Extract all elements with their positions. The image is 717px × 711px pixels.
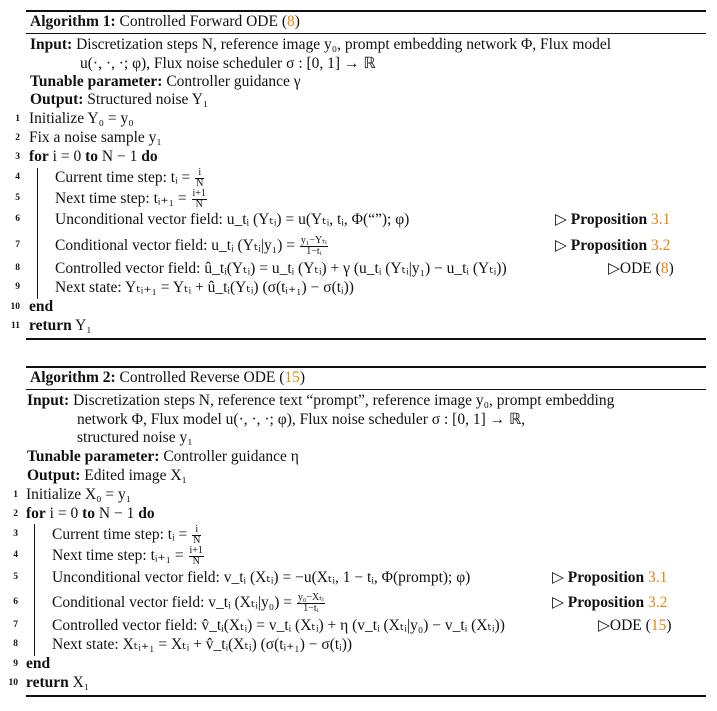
proposition-ref-link[interactable]: 3.1 <box>647 211 671 228</box>
keyword-end: end <box>26 655 51 672</box>
line-number: 10 <box>10 302 20 312</box>
comment: ▷ Proposition 3.2 <box>552 594 668 611</box>
proposition-ref-link[interactable]: 3.2 <box>647 237 671 254</box>
keyword-do: do <box>141 148 158 165</box>
equation-ref-link[interactable]: 8 <box>287 13 295 30</box>
keyword-to: to <box>82 505 96 522</box>
line-number: 2 <box>13 509 18 519</box>
output-line: Output: Structured noise Y₁ <box>30 91 209 108</box>
algo-line: 3 Current time step: tᵢ = $\frac{i}{N}$ <box>0 525 717 544</box>
input-line-2: u(·, ·, ·; φ), Flux noise scheduler σ : [0, 1] → ℝ <box>80 55 376 72</box>
algo-line: 9 Next state: Yₜᵢ₊₁ = Yₜᵢ + û_tᵢ(Yₜᵢ) (σ(tᵢ₊₁) − σ(tᵢ)) <box>0 278 717 297</box>
keyword-for: for <box>26 505 46 522</box>
keyword-for: for <box>29 148 49 165</box>
algo-line: 11 return Y₁ <box>0 317 717 336</box>
input-line: Input: Discretization steps N, reference text “prompt”, reference image y₀, prompt embedding <box>27 392 615 409</box>
algo-line: 5 Unconditional vector field: v_tᵢ (Xₜᵢ) = −u(Xₜᵢ, 1 − tᵢ, Φ(prompt); φ) ▷ Proposition 3.1 <box>0 568 717 587</box>
line-number: 4 <box>15 172 20 182</box>
line-number: 1 <box>15 114 20 124</box>
algo-line: 4 Next time step: tᵢ₊₁ = $\frac{i+1}{N}$ <box>0 546 717 565</box>
comment: ▷ODE (15) <box>598 617 672 634</box>
line-number: 2 <box>15 133 20 143</box>
line-number: 8 <box>13 639 18 649</box>
keyword-end: end <box>29 298 54 315</box>
proposition-ref-link[interactable]: 3.1 <box>644 569 668 586</box>
line-number: 7 <box>15 240 20 250</box>
algo-line: 5 Next time step: tᵢ₊₁ = $\frac{i+1}{N}$ <box>0 189 717 208</box>
title-rule <box>26 33 706 34</box>
input-line-3: structured noise y₁ <box>77 429 193 446</box>
proposition-ref-link[interactable]: 3.2 <box>644 594 668 611</box>
algo-line <box>0 298 717 317</box>
line-number: 6 <box>15 214 20 224</box>
algorithm-2-title: Algorithm 2: Controlled Reverse ODE (15) <box>30 369 306 386</box>
line-number: 9 <box>13 659 18 669</box>
algo-line: 3 for i = 0 to N − 1 do <box>0 148 717 167</box>
line-number: 3 <box>13 529 18 539</box>
algo-line: 8 Next state: Xₜᵢ₊₁ = Xₜᵢ + v̂_tᵢ(Xₜᵢ) (σ(tᵢ₊₁) − σ(tᵢ)) <box>0 635 717 654</box>
keyword-do: do <box>138 505 155 522</box>
line-number: 10 <box>8 678 18 688</box>
title-label: Algorithm 2: <box>30 369 116 386</box>
keyword-to: to <box>85 148 99 165</box>
comment: ▷ODE (8) <box>608 260 674 277</box>
algo-line: 2 for i = 0 to N − 1 do <box>0 505 717 524</box>
title-text: Controlled Forward ODE ( <box>119 13 288 30</box>
top-rule <box>26 366 706 368</box>
output-line: Output: Edited image X₁ <box>27 467 187 484</box>
comment: ▷ Proposition 3.1 <box>552 569 668 586</box>
line-number: 9 <box>15 282 20 292</box>
line-number: 7 <box>13 620 18 630</box>
tunable-line: Tunable parameter: Controller guidance η <box>27 448 299 465</box>
input-line-2: network Φ, Flux model u(·, ·, ·; φ), Flux noise scheduler σ : [0, 1] → ℝ, <box>77 411 526 428</box>
keyword-return: return <box>29 317 72 334</box>
equation-ref-link[interactable]: 8 <box>660 260 669 277</box>
line-number: 1 <box>13 490 18 500</box>
algo-line: 10 return X₁ <box>0 674 717 693</box>
line-number: 6 <box>13 597 18 607</box>
line-number: 8 <box>15 263 20 273</box>
comment: ▷ Proposition 3.1 <box>555 211 671 228</box>
bottom-rule <box>26 338 706 340</box>
algo-line: 6 Conditional vector field: v_tᵢ (Xₜᵢ|y₀) = $\frac{\text{y₀−Xₜᵢ}}{\text{1−tᵢ}}$ ▷ Proposition 3.2 <box>0 593 717 612</box>
input-line: Input: Discretization steps N, reference image y₀, prompt embedding network Φ, Flux model <box>30 36 612 53</box>
tunable-line: Tunable parameter: Controller guidance γ <box>30 73 301 90</box>
equation-ref-link[interactable]: 15 <box>650 617 667 634</box>
line-number: 5 <box>15 193 20 203</box>
title-text: Controlled Reverse ODE ( <box>119 369 285 386</box>
comment: ▷ Proposition 3.2 <box>555 237 671 254</box>
algo-line: 6 Unconditional vector field: u_tᵢ (Yₜᵢ) = u(Yₜᵢ, tᵢ, Φ(“”); φ) ▷ Proposition 3.1 <box>0 210 717 229</box>
algo-line: 1 Initialize X₀ = y₁ <box>0 486 717 505</box>
title-label: Algorithm 1: <box>30 13 116 30</box>
line-number: 5 <box>13 572 18 582</box>
algorithm-1-title: Algorithm 1: Controlled Forward ODE (8) <box>30 13 300 30</box>
title-rule <box>26 389 706 390</box>
line-number: 4 <box>13 550 18 560</box>
line-number: 11 <box>11 321 20 331</box>
bottom-rule <box>26 695 706 697</box>
algo-line: 7 Conditional vector field: u_tᵢ (Yₜᵢ|y₁) = $\frac{\text{y₁−Yₜᵢ}}{\text{1−tᵢ}}$ ▷ Proposition 3.2 <box>0 236 717 255</box>
line-number: 3 <box>15 152 20 162</box>
top-rule <box>26 10 706 12</box>
algo-line: 1 Initialize Y₀ = y₀ <box>0 110 717 129</box>
algo-line: 4 Current time step: tᵢ = $\frac{i}{N}$ <box>0 168 717 187</box>
keyword-return: return <box>26 674 69 691</box>
algo-line: 7 Controlled vector field: v̂_tᵢ(Xₜᵢ) = v_tᵢ (Xₜᵢ) + η (v_tᵢ (Xₜᵢ|y₀) − v_tᵢ (Xₜᵢ)) ▷ODE (15) <box>0 616 717 635</box>
algo-line: 8 Controlled vector field: û_tᵢ(Yₜᵢ) = u_tᵢ (Yₜᵢ) + γ (u_tᵢ (Yₜᵢ|y₁) − u_tᵢ (Yₜᵢ)) ▷ODE (8) <box>0 259 717 278</box>
algo-line <box>0 655 717 674</box>
algo-line: 2 Fix a noise sample y₁ <box>0 129 717 148</box>
equation-ref-link[interactable]: 15 <box>284 369 300 386</box>
